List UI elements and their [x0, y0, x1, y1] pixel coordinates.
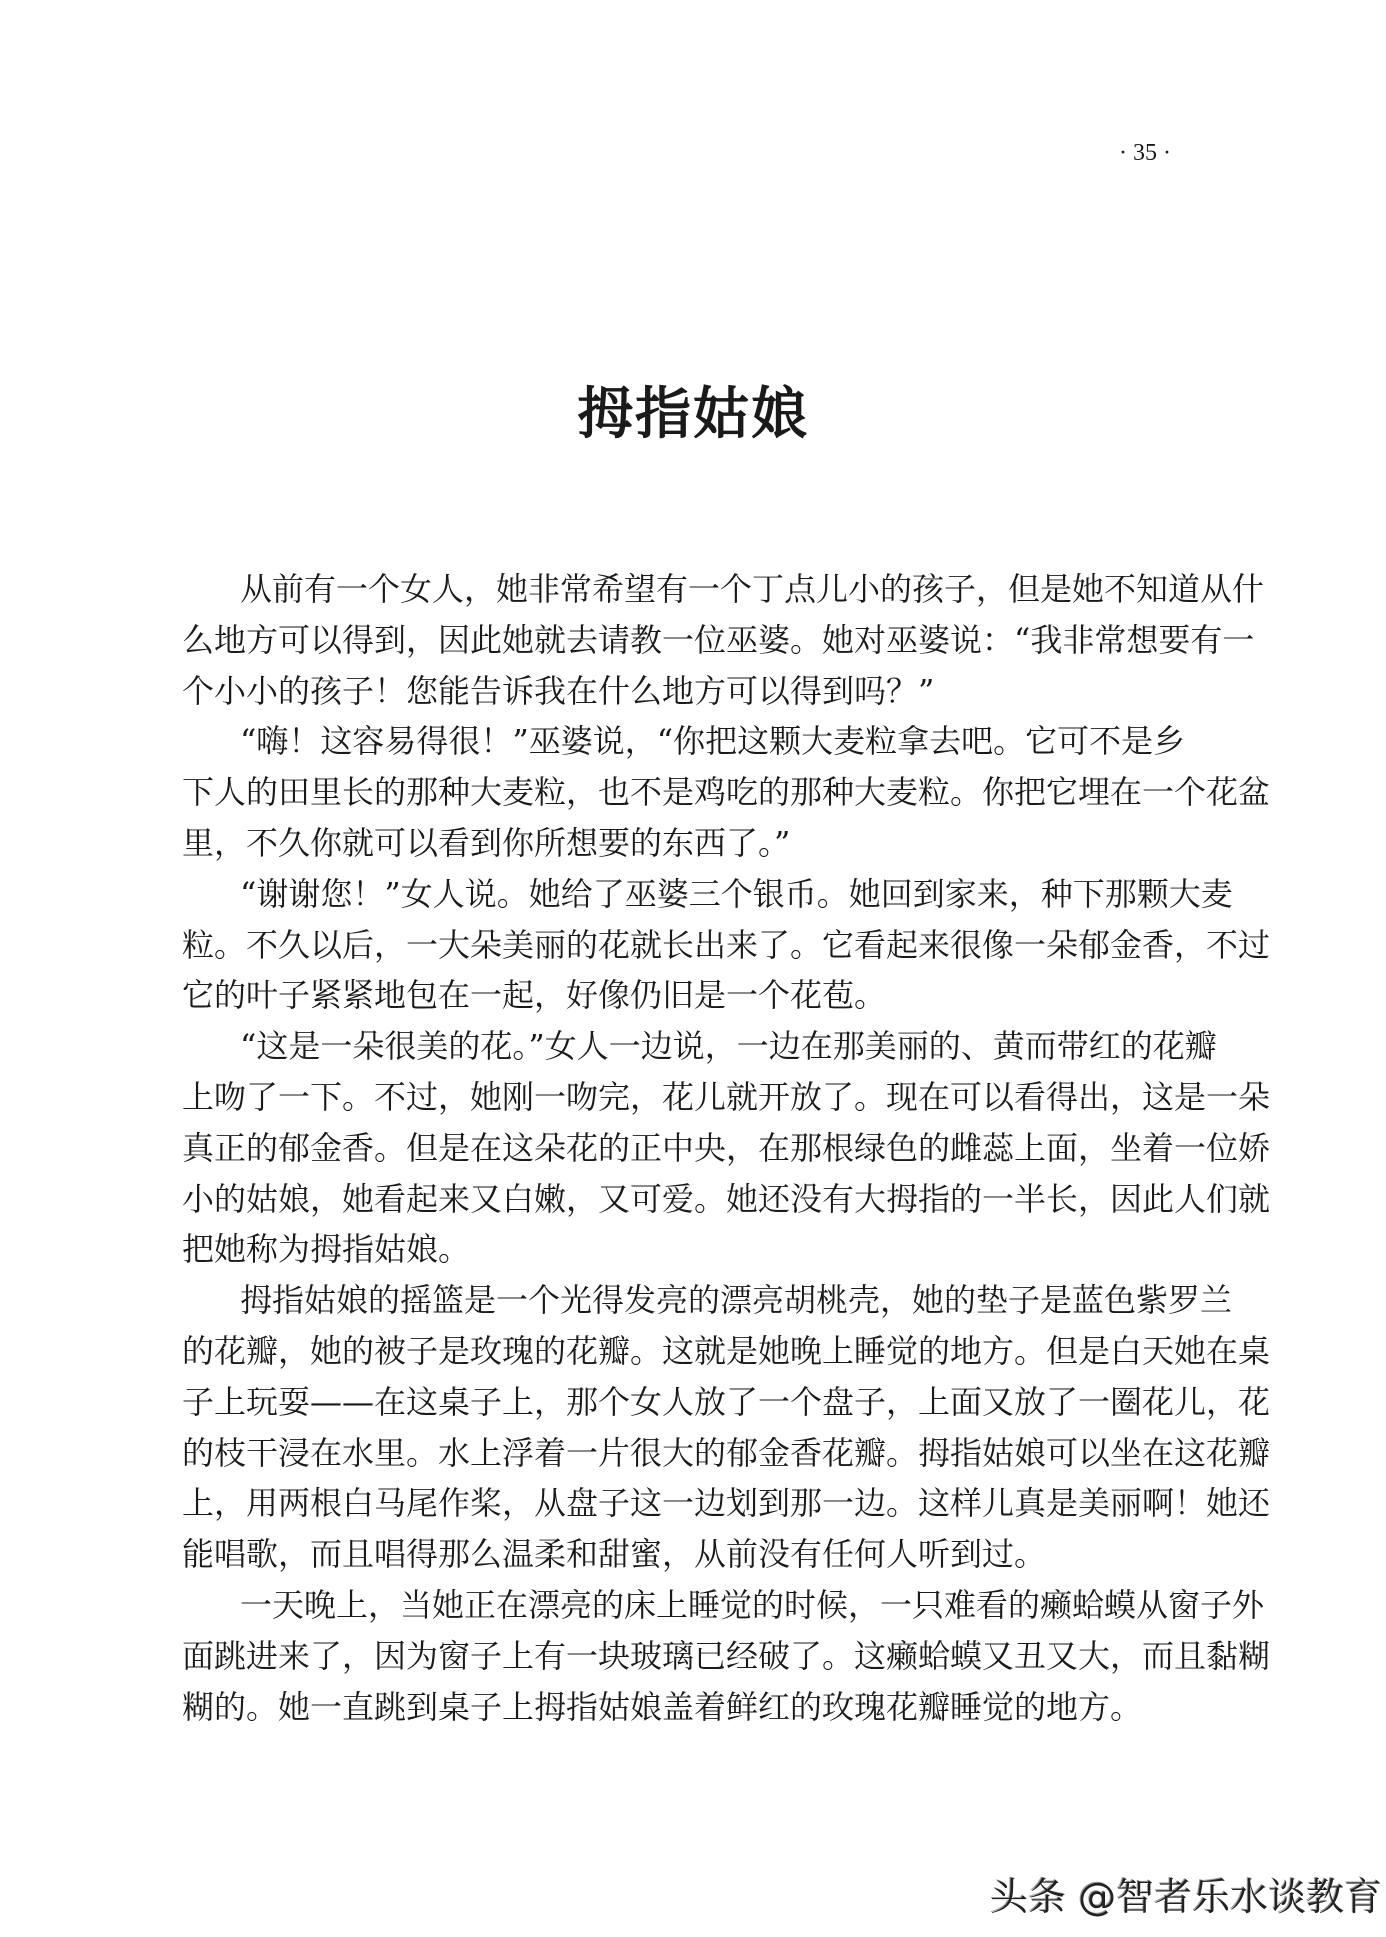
text-line: 里，不久你就可以看到你所想要的东西了。”: [182, 823, 791, 862]
text-line: 它的叶子紧紧地包在一起，好像仍旧是一个花苞。: [182, 976, 887, 1015]
text-line: 真正的郁金香。但是在这朵花的正中央，在那根绿色的雌蕊上面，坐着一位娇: [182, 1128, 1271, 1167]
text-line: 面跳进来了，因为窗子上有一块玻璃已经破了。这癞蛤蟆又丑又大，而且黏糊: [182, 1636, 1271, 1675]
text-line: 上吻了一下。不过，她刚一吻完，花儿就开放了。现在可以看得出，这是一朵: [182, 1077, 1271, 1116]
text-line: 下人的田里长的那种大麦粒，也不是鸡吃的那种大麦粒。你把它埋在一个花盆: [182, 773, 1271, 812]
text-line: 小的姑娘，她看起来又白嫩，又可爱。她还没有大拇指的一半长，因此人们就: [182, 1179, 1271, 1218]
text-line: 从前有一个女人，她非常希望有一个丁点儿小的孩子，但是她不知道从什: [240, 570, 1265, 608]
text-line: “嗨！这容易得很！”巫婆说，“你把这颗大麦粒拿去吧。它可不是乡: [240, 722, 1186, 761]
text-line: 能唱歌，而且唱得那么温柔和甜蜜，从前没有任何人听到过。: [182, 1535, 1047, 1574]
text-line: “谢谢您！”女人说。她给了巫婆三个银币。她回到家来，种下那颗大麦: [240, 874, 1233, 913]
text-line: 个小小的孩子！您能告诉我在什么地方可以得到吗？”: [182, 671, 935, 710]
text-line: 拇指姑娘的摇篮是一个光得发亮的漂亮胡桃壳，她的垫子是蓝色紫罗兰: [240, 1281, 1233, 1320]
watermark: 头条 @智者乐水谈教育: [990, 1875, 1383, 1919]
text-line: 的枝干浸在水里。水上浮着一片很大的郁金香花瓣。拇指姑娘可以坐在这花瓣: [182, 1433, 1271, 1472]
page-number: · 35 ·: [1119, 140, 1171, 166]
body-text: [182, 564, 1271, 1732]
chapter-title: 拇指姑娘: [577, 381, 809, 447]
text-line: 么地方可以得到，因此她就去请教一位巫婆。她对巫婆说：“我非常想要有一: [182, 620, 1255, 659]
text-line: 糊的。她一直跳到桌子上拇指姑娘盖着鲜红的玫瑰花瓣睡觉的地方。: [182, 1687, 1143, 1726]
text-line: 上，用两根白马尾作桨，从盘子这一边划到那一边。这样儿真是美丽啊！她还: [182, 1484, 1271, 1523]
text-line: 一天晚上，当她正在漂亮的床上睡觉的时候，一只难看的癞蛤蟆从窗子外: [240, 1585, 1265, 1624]
text-line: “这是一朵很美的花。”女人一边说，一边在那美丽的、黄而带红的花瓣: [240, 1027, 1217, 1066]
text-line: 把她称为拇指姑娘。: [182, 1230, 471, 1269]
text-line: 的花瓣，她的被子是玫瑰的花瓣。这就是她晚上睡觉的地方。但是白天她在桌: [182, 1331, 1271, 1370]
text-line: 子上玩耍——在这桌子上，那个女人放了一个盘子，上面又放了一圈花儿，花: [182, 1382, 1271, 1421]
text-line: 粒。不久以后，一大朵美丽的花就长出来了。它看起来很像一朵郁金香，不过: [182, 925, 1271, 964]
